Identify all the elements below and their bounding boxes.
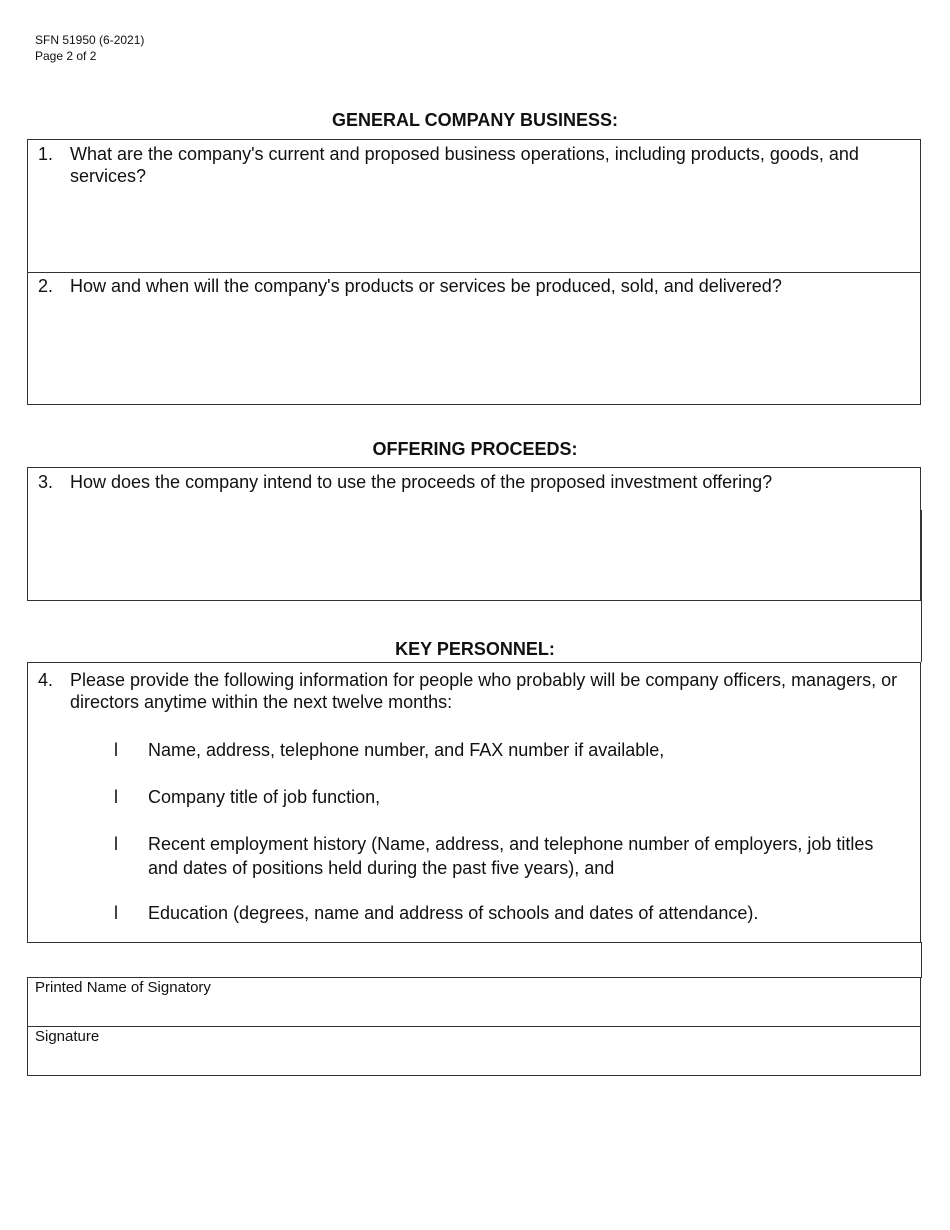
question-text: How does the company intend to use the proceeds of the proposed investment offering? — [70, 472, 773, 492]
section-title-personnel: KEY PERSONNEL: — [395, 639, 555, 659]
bullet-item — [114, 901, 874, 925]
divider — [28, 272, 920, 273]
key-personnel-box — [27, 662, 921, 943]
border-segment — [921, 942, 922, 978]
form-number: SFN 51950 (6-2021) — [35, 33, 145, 47]
bullet-icon: l — [114, 834, 118, 854]
question-number: 1. — [38, 144, 54, 164]
question-1 — [38, 143, 906, 187]
bullet-item — [114, 785, 874, 809]
question-text: What are the company's current and proposed business operations, including products, goods, and services? — [70, 144, 859, 186]
bullet-text: Education (degrees, name and address of schools and dates of attendance). — [148, 903, 759, 923]
bullet-icon: l — [114, 787, 118, 807]
printed-name-field[interactable] — [27, 977, 921, 1027]
question-number: 2. — [38, 276, 54, 296]
question-number: 3. — [38, 472, 54, 492]
question-4 — [38, 669, 906, 713]
signature-label: Signature — [35, 1028, 100, 1045]
general-business-box — [27, 139, 921, 405]
bullet-text: Company title of job function, — [148, 787, 381, 807]
border-segment — [921, 510, 922, 600]
question-text: Please provide the following information for people who probably will be company officers, managers, or directors anytime within the next twelve months: — [70, 670, 898, 712]
form-header — [35, 32, 144, 64]
section-title-offering: OFFERING PROCEEDS: — [372, 439, 578, 459]
bullet-item — [114, 832, 874, 880]
section-title-general: GENERAL COMPANY BUSINESS: — [331, 110, 619, 130]
bullet-icon: l — [114, 740, 118, 760]
question-text: How and when will the company's products or services be produced, sold, and delivered? — [70, 276, 782, 296]
page-number: Page 2 of 2 — [35, 49, 97, 63]
bullet-icon: l — [114, 903, 118, 923]
signature-field[interactable] — [27, 1026, 921, 1076]
printed-name-label: Printed Name of Signatory — [35, 979, 211, 996]
bullet-text: Name, address, telephone number, and FAX number if available, — [148, 740, 665, 760]
question-3 — [38, 471, 906, 493]
bullet-item — [114, 738, 874, 762]
bullet-text: Recent employment history (Name, address, and telephone number of employers, job titles and dates of positions held during the past five years), and — [148, 834, 874, 878]
question-2 — [38, 275, 906, 297]
question-number: 4. — [38, 670, 54, 690]
offering-proceeds-box[interactable] — [27, 467, 921, 601]
